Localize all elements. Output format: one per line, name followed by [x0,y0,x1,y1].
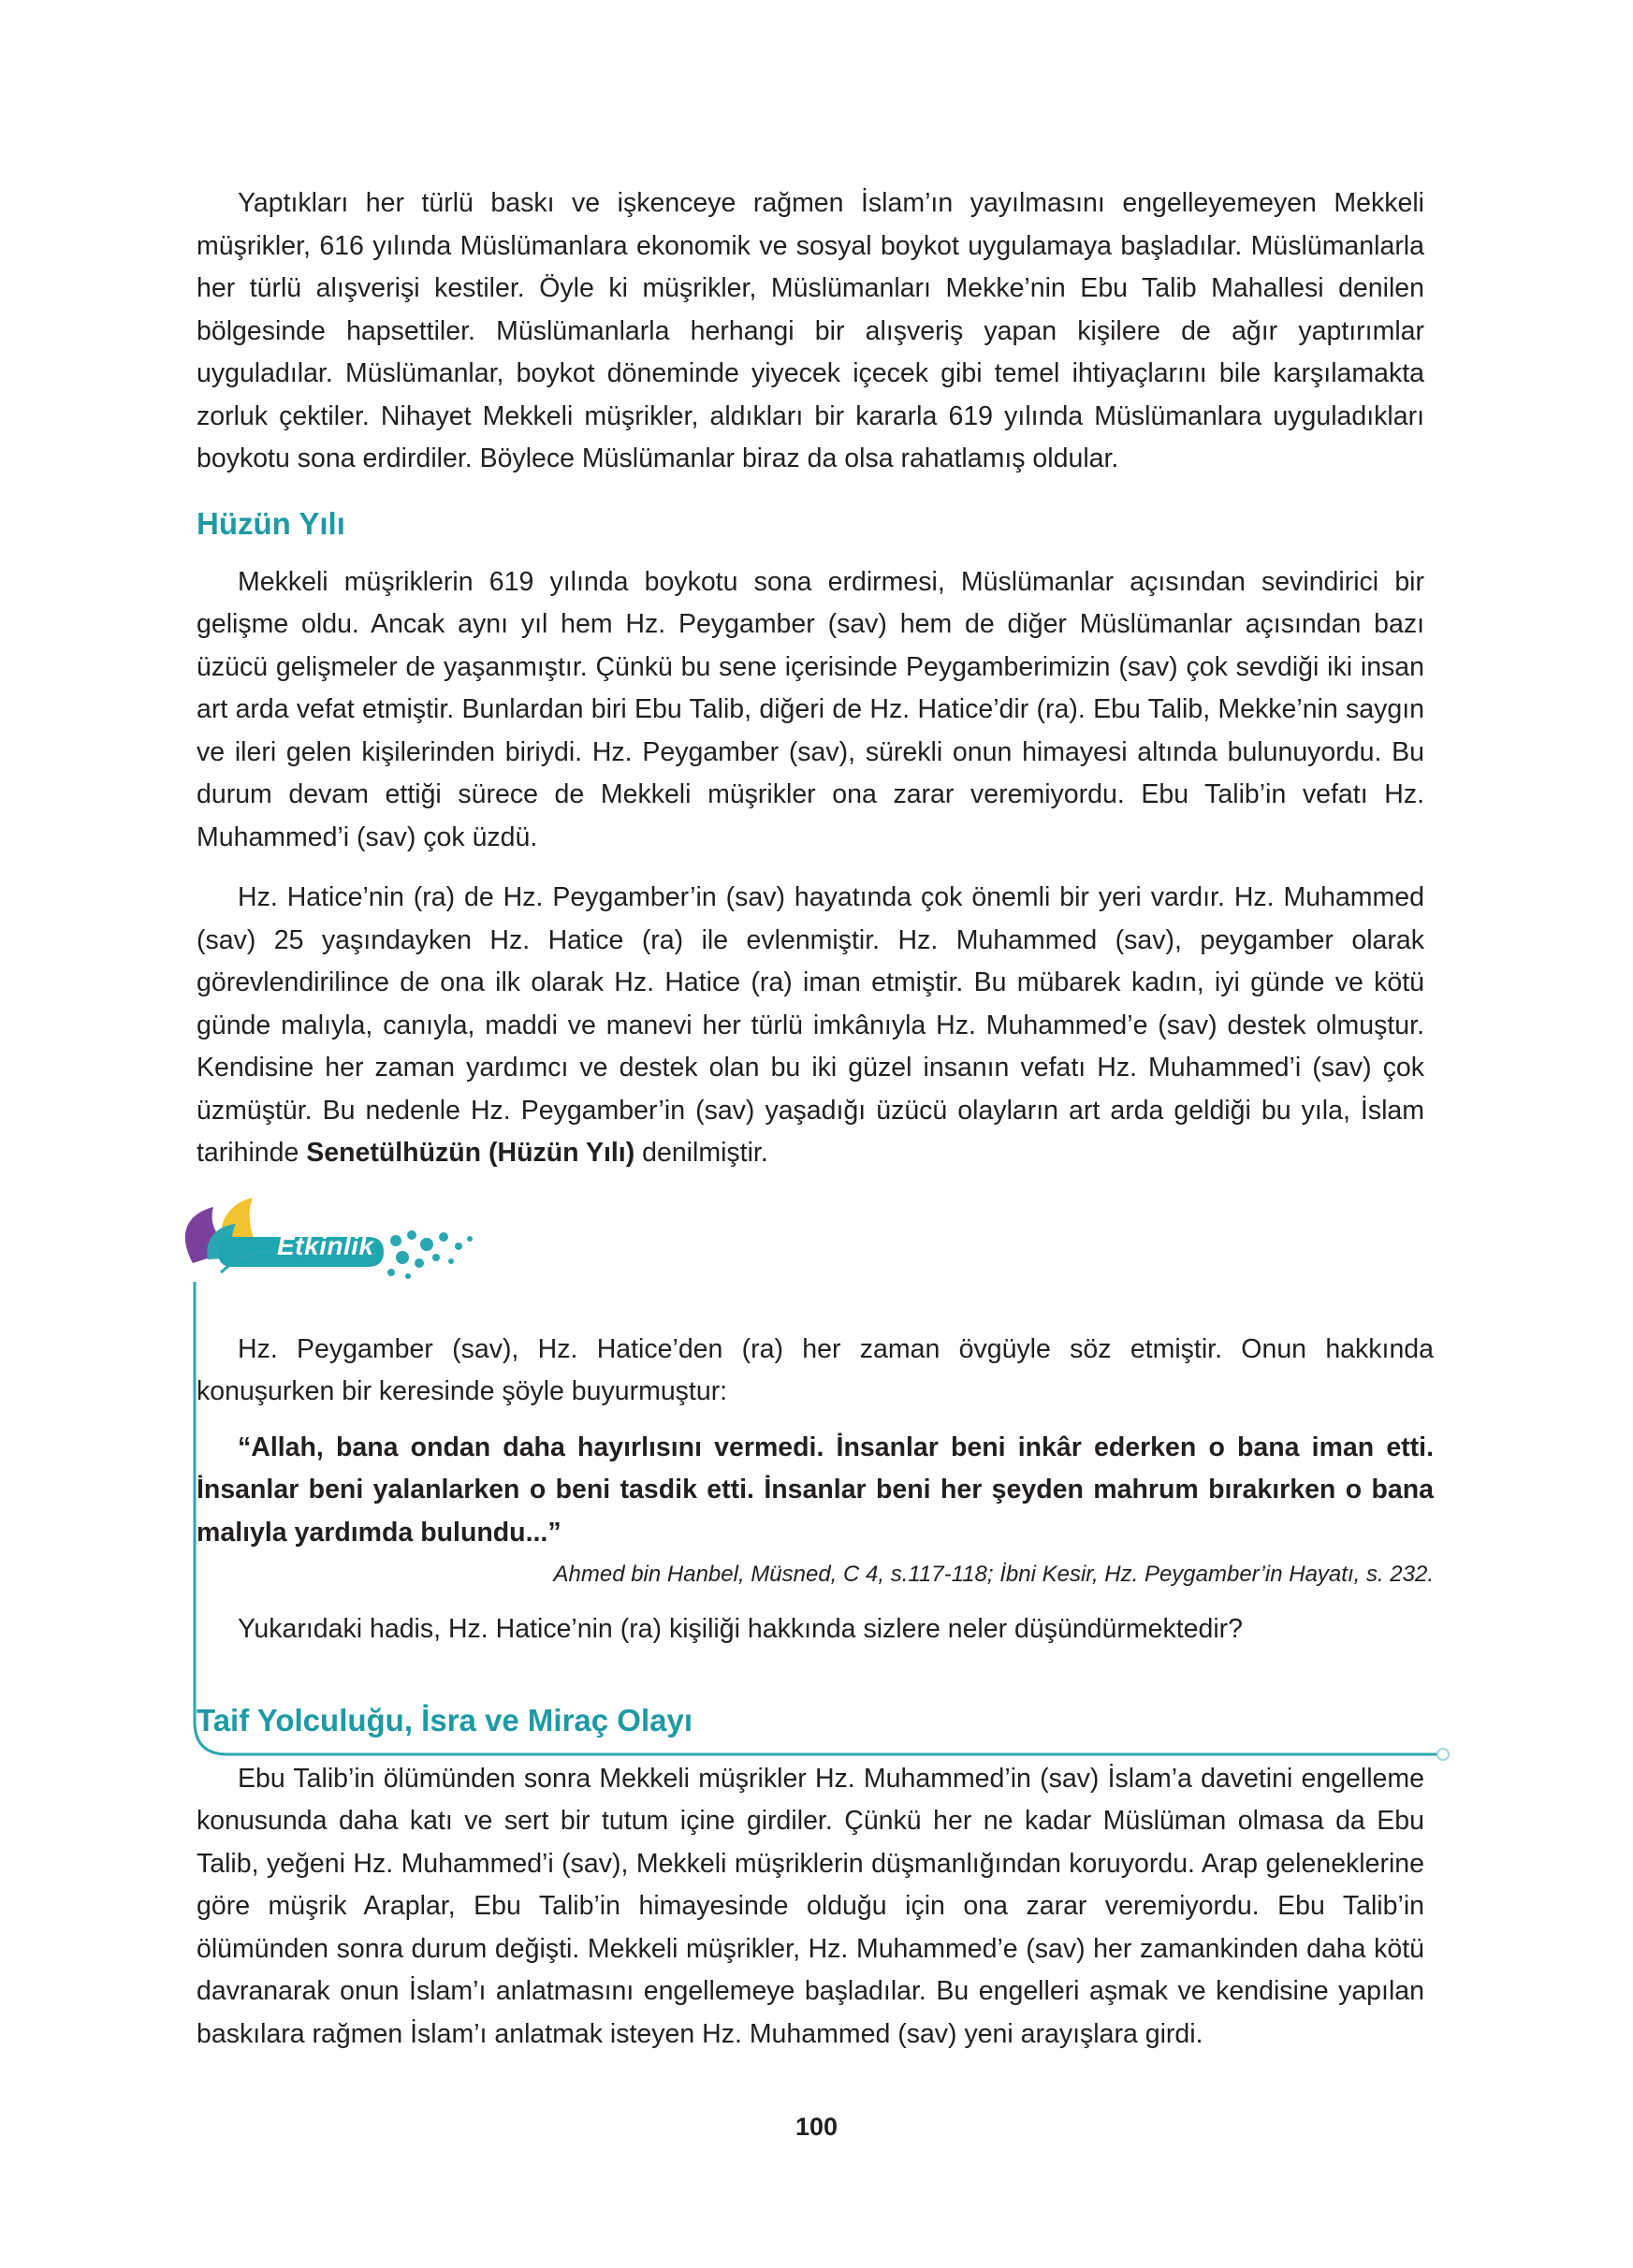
hadith-source: Ahmed bin Hanbel, Müsned, C 4, s.117-118; İbni Kesir, Hz. Peygamber’in Hayatı, s. 232. [553,1562,1434,1587]
paragraph-boycott: Yaptıkları her türlü baskı ve işkenceye rağmen İslam’ın yayılmasını engelleyemeyen Mekkeli müşrikler, 616 yılında Müslümanlara ekonomik ve sosyal boykot uygulamaya başladılar. Müslümanlarla her türlü alışverişi kestiler. Öyle ki müşrikler, Müslümanları Mekke’nin Ebu Talib Mahallesi denilen bölgesinde hapsettiler. Müslümanlarla herhangi bir alışveriş yapan kişilere de ağır yaptırımlar uyguladılar. Müslümanlar, boykot döneminde yiyecek içecek gibi temel ihtiyaçlarını bile karşılamakta zorluk çektiler. Nihayet Mekkeli müşrikler, aldıkları bir kararla 619 yılında Müslümanlara uyguladıkları boykotu sona erdirdiler. Böylece Müslümanlar biraz da olsa rahatlamış oldular. [197,188,1424,473]
page-number: 100 [795,2113,838,2141]
hadith-quote: “Allah, bana ondan daha hayırlısını vermedi. İnsanlar beni inkâr ederken o bana iman etti. İnsanlar beni yalanlarken o beni tasdik etti. İnsanlar beni her şeyden mahrum bırakırken o bana malıyla yardımda bulundu...” [197,1432,1434,1548]
activity-label: Etkinlik [277,1230,374,1260]
paragraph-taif-1: Ebu Talib’in ölümünden sonra Mekkeli müşrikler Hz. Muhammed’in (sav) İslam’a davetini engelleme konusunda daha katı ve sert bir tutum içine girdiler. Çünkü her ne kadar Müslüman olmasa da Ebu Talib, yeğeni Hz. Muhammed’i (sav), Mekkeli müşriklerin düşmanlığından koruyordu. Arap geleneklerine göre müşrik Araplar, Ebu Talib’in himayesinde olduğu için ona zarar veremiyordu. Ebu Talib’in ölümünden sonra durum değişti. Mekkeli müşrikler, Hz. Muhammed’e (sav) her zamankinden daha kötü davranarak onun İslam’ı anlatmasını engellemeye başladılar. Bu engelleri aşmak ve kendisine yapılan baskılara rağmen İslam’ı anlatmak isteyen Hz. Muhammed (sav) yeni arayışlara girdi. [197,1763,1424,2049]
paragraph-huzun-1: Mekkeli müşriklerin 619 yılında boykotu sona erdirmesi, Müslümanlar açısından sevindirici bir gelişme oldu. Ancak aynı yıl hem Hz. Peygamber (sav) hem de diğer Müslümanlar açısından bazı üzücü gelişmeler de yaşanmıştır. Çünkü bu sene içerisinde Peygamberimizin (sav) çok sevdiği iki insan art arda vefat etmiştir. Bunlardan biri Ebu Talib, diğeri de Hz. Hatice’dir (ra). Ebu Talib, Mekke’nin saygın ve ileri gelen kişilerinden biriydi. Hz. Peygamber (sav), sürekli onun himayesi altında bulunuyordu. Bu durum devam ettiği sürece de Mekkeli müşrikler ona zarar veremiyordu. Ebu Talib’in vefatı Hz. Muhammed’i (sav) çok üzdü. [197,566,1424,852]
paragraph-huzun-2-end: denilmiştir. [642,1138,768,1168]
senetulhuzun-term: Senetülhüzün (Hüzün Yılı) [306,1138,635,1168]
activity-body [197,1329,1434,1651]
paragraph-huzun-2 [197,877,1424,1175]
section-title-taif: Taif Yolculuğu, İsra ve Miraç Olayı [197,1702,693,1737]
activity-question: Yukarıdaki hadis, Hz. Hatice’nin (ra) kişiliği hakkında sizlere neler düşündürmektedir? [238,1614,1243,1644]
section-title-huzun-yili: Hüzün Yılı [197,505,345,541]
page-content [197,182,1434,2073]
paragraph-huzun-2-text: Hz. Hatice’nin (ra) de Hz. Peygamber’in (sav) hayatında çok önemli bir yeri vardır. Hz. Muhammed (sav) 25 yaşındayken Hz. Hatice (ra) ile evlenmiştir. Hz. Muhammed (sav), peygamber olarak görevlendirilince de ona ilk olarak Hz. Hatice (ra) iman etmiştir. Bu mübarek kadın, iyi günde ve kötü günde malıyla, canıyla, maddi ve manevi her türlü imkânıyla Hz. Muhammed’e (sav) destek olmuştur. Kendisine her zaman yardımcı ve destek olan bu iki güzel insanın vefatı Hz. Muhammed’i (sav) çok üzmüştür. Bu nedenle Hz. Peygamber’in (sav) yaşadığı üzücü olayların art arda geldiği bu yıla, İslam tarihinde [197,882,1424,1168]
activity-box [178,1207,1434,1651]
activity-intro: Hz. Peygamber (sav), Hz. Hatice’den (ra) her zaman övgüyle söz etmiştir. Onun hakkında konuşurken bir keresinde şöyle buyurmuştur: [197,1333,1434,1406]
